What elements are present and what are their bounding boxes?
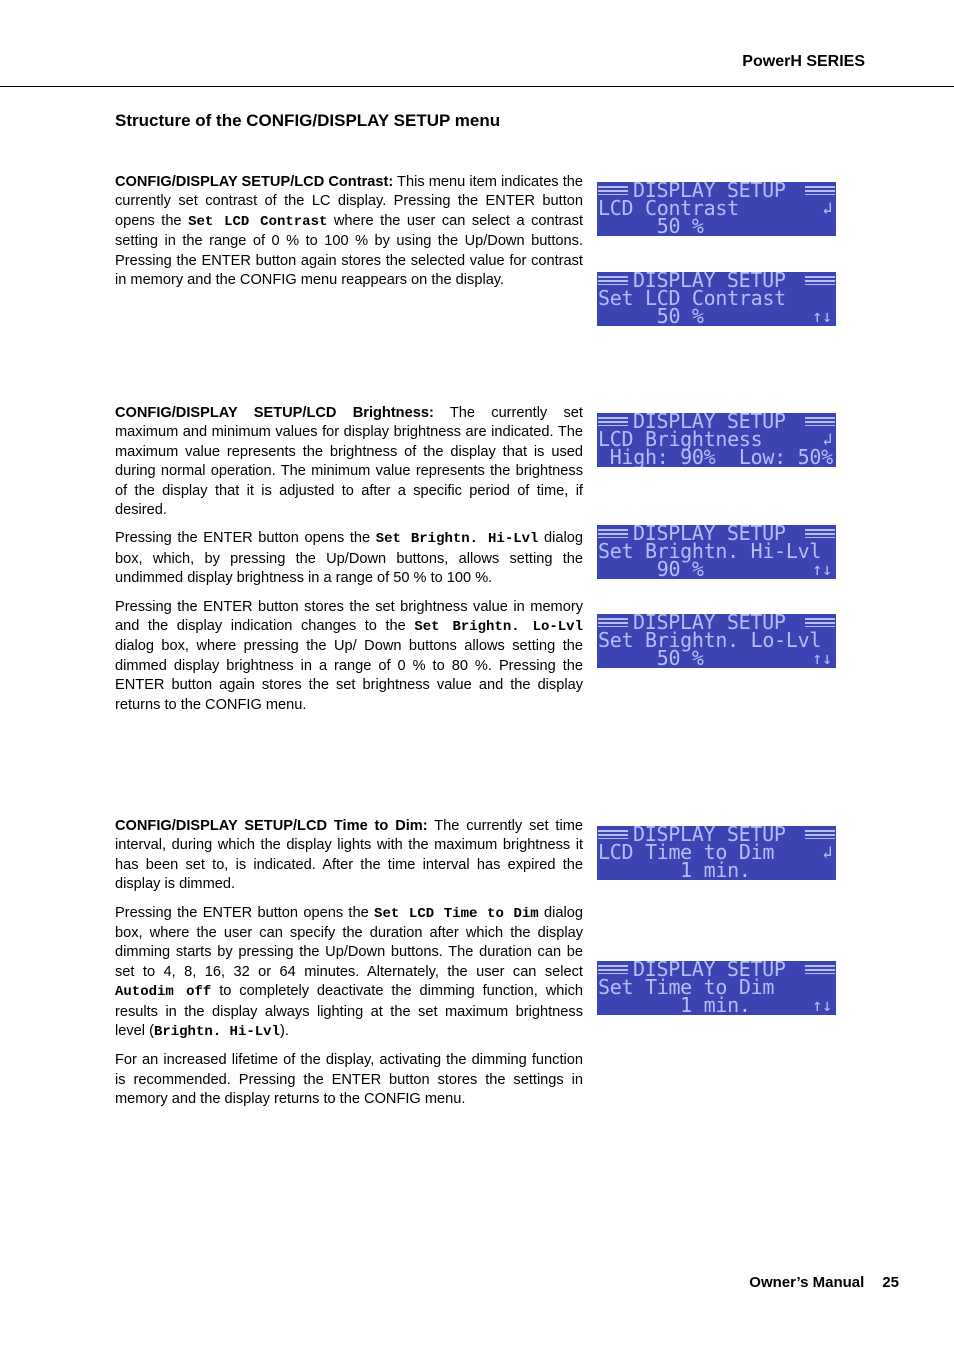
timetodim-paragraph-2: Pressing the ENTER button opens the Set LCD Time to Dim dialog box, where the user can specify the duration after which the display dimming starts by pressing the Up/Down buttons. The duration can be set to 4, 8, 16, 32 or 64 minutes. Alternately, the user can select Autodim off to completely deactivate the dimming function, which results in the display always lighting at the set maximum brightness level (Brightn. Hi-Lvl).: [115, 904, 584, 1041]
up-down-arrows-icon: ↑↓: [812, 649, 832, 668]
timetodim-heading: CONFIG/DISPLAY SETUP/LCD Time to Dim:: [115, 818, 428, 834]
contrast-paragraph: CONFIG/DISPLAY SETUP/LCD Contrast: This menu item indicates the currently set contrast of the LC display. Pressing the ENTER button opens the Set LCD Contrast where the user can select a contrast setting in the range of 0 % to 100 % by using the Up/Down buttons. Pressing the ENTER button again stores the selected value for contrast in memory and the CONFIG menu reappears on the display.: [115, 174, 584, 289]
timetodim-paragraph-1: CONFIG/DISPLAY SETUP/LCD Time to Dim: The currently set time interval, during which the display lights with the maximum brightness it has been set to, is indicated. After the time interval has expired the display is dimmed.: [115, 818, 583, 893]
contrast-heading: CONFIG/DISPLAY SETUP/LCD Contrast:: [115, 174, 394, 190]
header-series: PowerH SERIES: [742, 53, 865, 70]
lcd-display-set-brightness-hi: DISPLAY SETUP Set Brightn. Hi-Lvl 90 % ↑↓: [597, 525, 836, 579]
page-footer: [749, 1274, 899, 1291]
page-number: 25: [882, 1274, 899, 1291]
brightness-paragraph-1: CONFIG/DISPLAY SETUP/LCD Brightness: The currently set maximum and minimum values for display brightness are indicated. The maximum value represents the brightness of the display that is used during normal operation. The minimum value represents the brightness of the display that it is adjusted to after a specific period of time, if desired.: [115, 405, 583, 519]
enter-icon: ↲: [822, 199, 832, 219]
timetodim-text: [115, 817, 583, 1119]
brightness-paragraph-3: Pressing the ENTER button stores the set brightness value in memory and the display indication changes to the Set Brightn. Lo-Lvl dialog box, where pressing the Up/ Down buttons allows setting the dimmed display brightness in a range of 0 % to 80 %. Pressing the ENTER button again stores the set brightness value and the display returns to the CONFIG menu.: [115, 598, 583, 713]
footer-label: Owner’s Manual: [749, 1274, 865, 1291]
timetodim-paragraph-3: For an increased lifetime of the display, activating the dimming function is recommended. Pressing the ENTER button stores the settings in memory and the display returns to the CONFIG menu.: [115, 1052, 583, 1108]
lcd-display-brightness: DISPLAY SETUP LCD Brightness ↲ High: 90% Low: 50%: [597, 413, 836, 467]
lcd-display-set-brightness-lo: DISPLAY SETUP Set Brightn. Lo-Lvl 50 % ↑↓: [597, 614, 836, 668]
brightness-paragraph-2: Pressing the ENTER button opens the Set Brightn. Hi-Lvl dialog box, which, by pressing the Up/Down buttons, allows setting the undimmed display brightness in a range of 50 % to 100 %.: [115, 530, 583, 587]
up-down-arrows-icon: ↑↓: [812, 560, 832, 579]
brightness-heading: CONFIG/DISPLAY SETUP/LCD Brightness:: [115, 405, 434, 421]
lcd-display-contrast: DISPLAY SETUP LCD Contrast ↲ 50 %: [597, 182, 836, 236]
up-down-arrows-icon: ↑↓: [812, 996, 832, 1015]
brightness-text: [115, 404, 583, 724]
header-rule: [0, 86, 954, 87]
section-title: Structure of the CONFIG/DISPLAY SETUP menu: [115, 111, 501, 130]
lcd-display-set-contrast: DISPLAY SETUP Set LCD Contrast 50 % ↑↓: [597, 272, 836, 326]
lcd-display-time-to-dim: DISPLAY SETUP LCD Time to Dim ↲ 1 min.: [597, 826, 836, 880]
contrast-text: [115, 173, 583, 299]
enter-icon: ↲: [822, 430, 832, 450]
enter-icon: ↲: [822, 843, 832, 863]
contrast-dialog-name: Set LCD Contrast: [188, 213, 328, 230]
up-down-arrows-icon: ↑↓: [812, 307, 832, 326]
lcd-display-set-time-to-dim: DISPLAY SETUP Set Time to Dim 1 min. ↑↓: [597, 961, 836, 1015]
